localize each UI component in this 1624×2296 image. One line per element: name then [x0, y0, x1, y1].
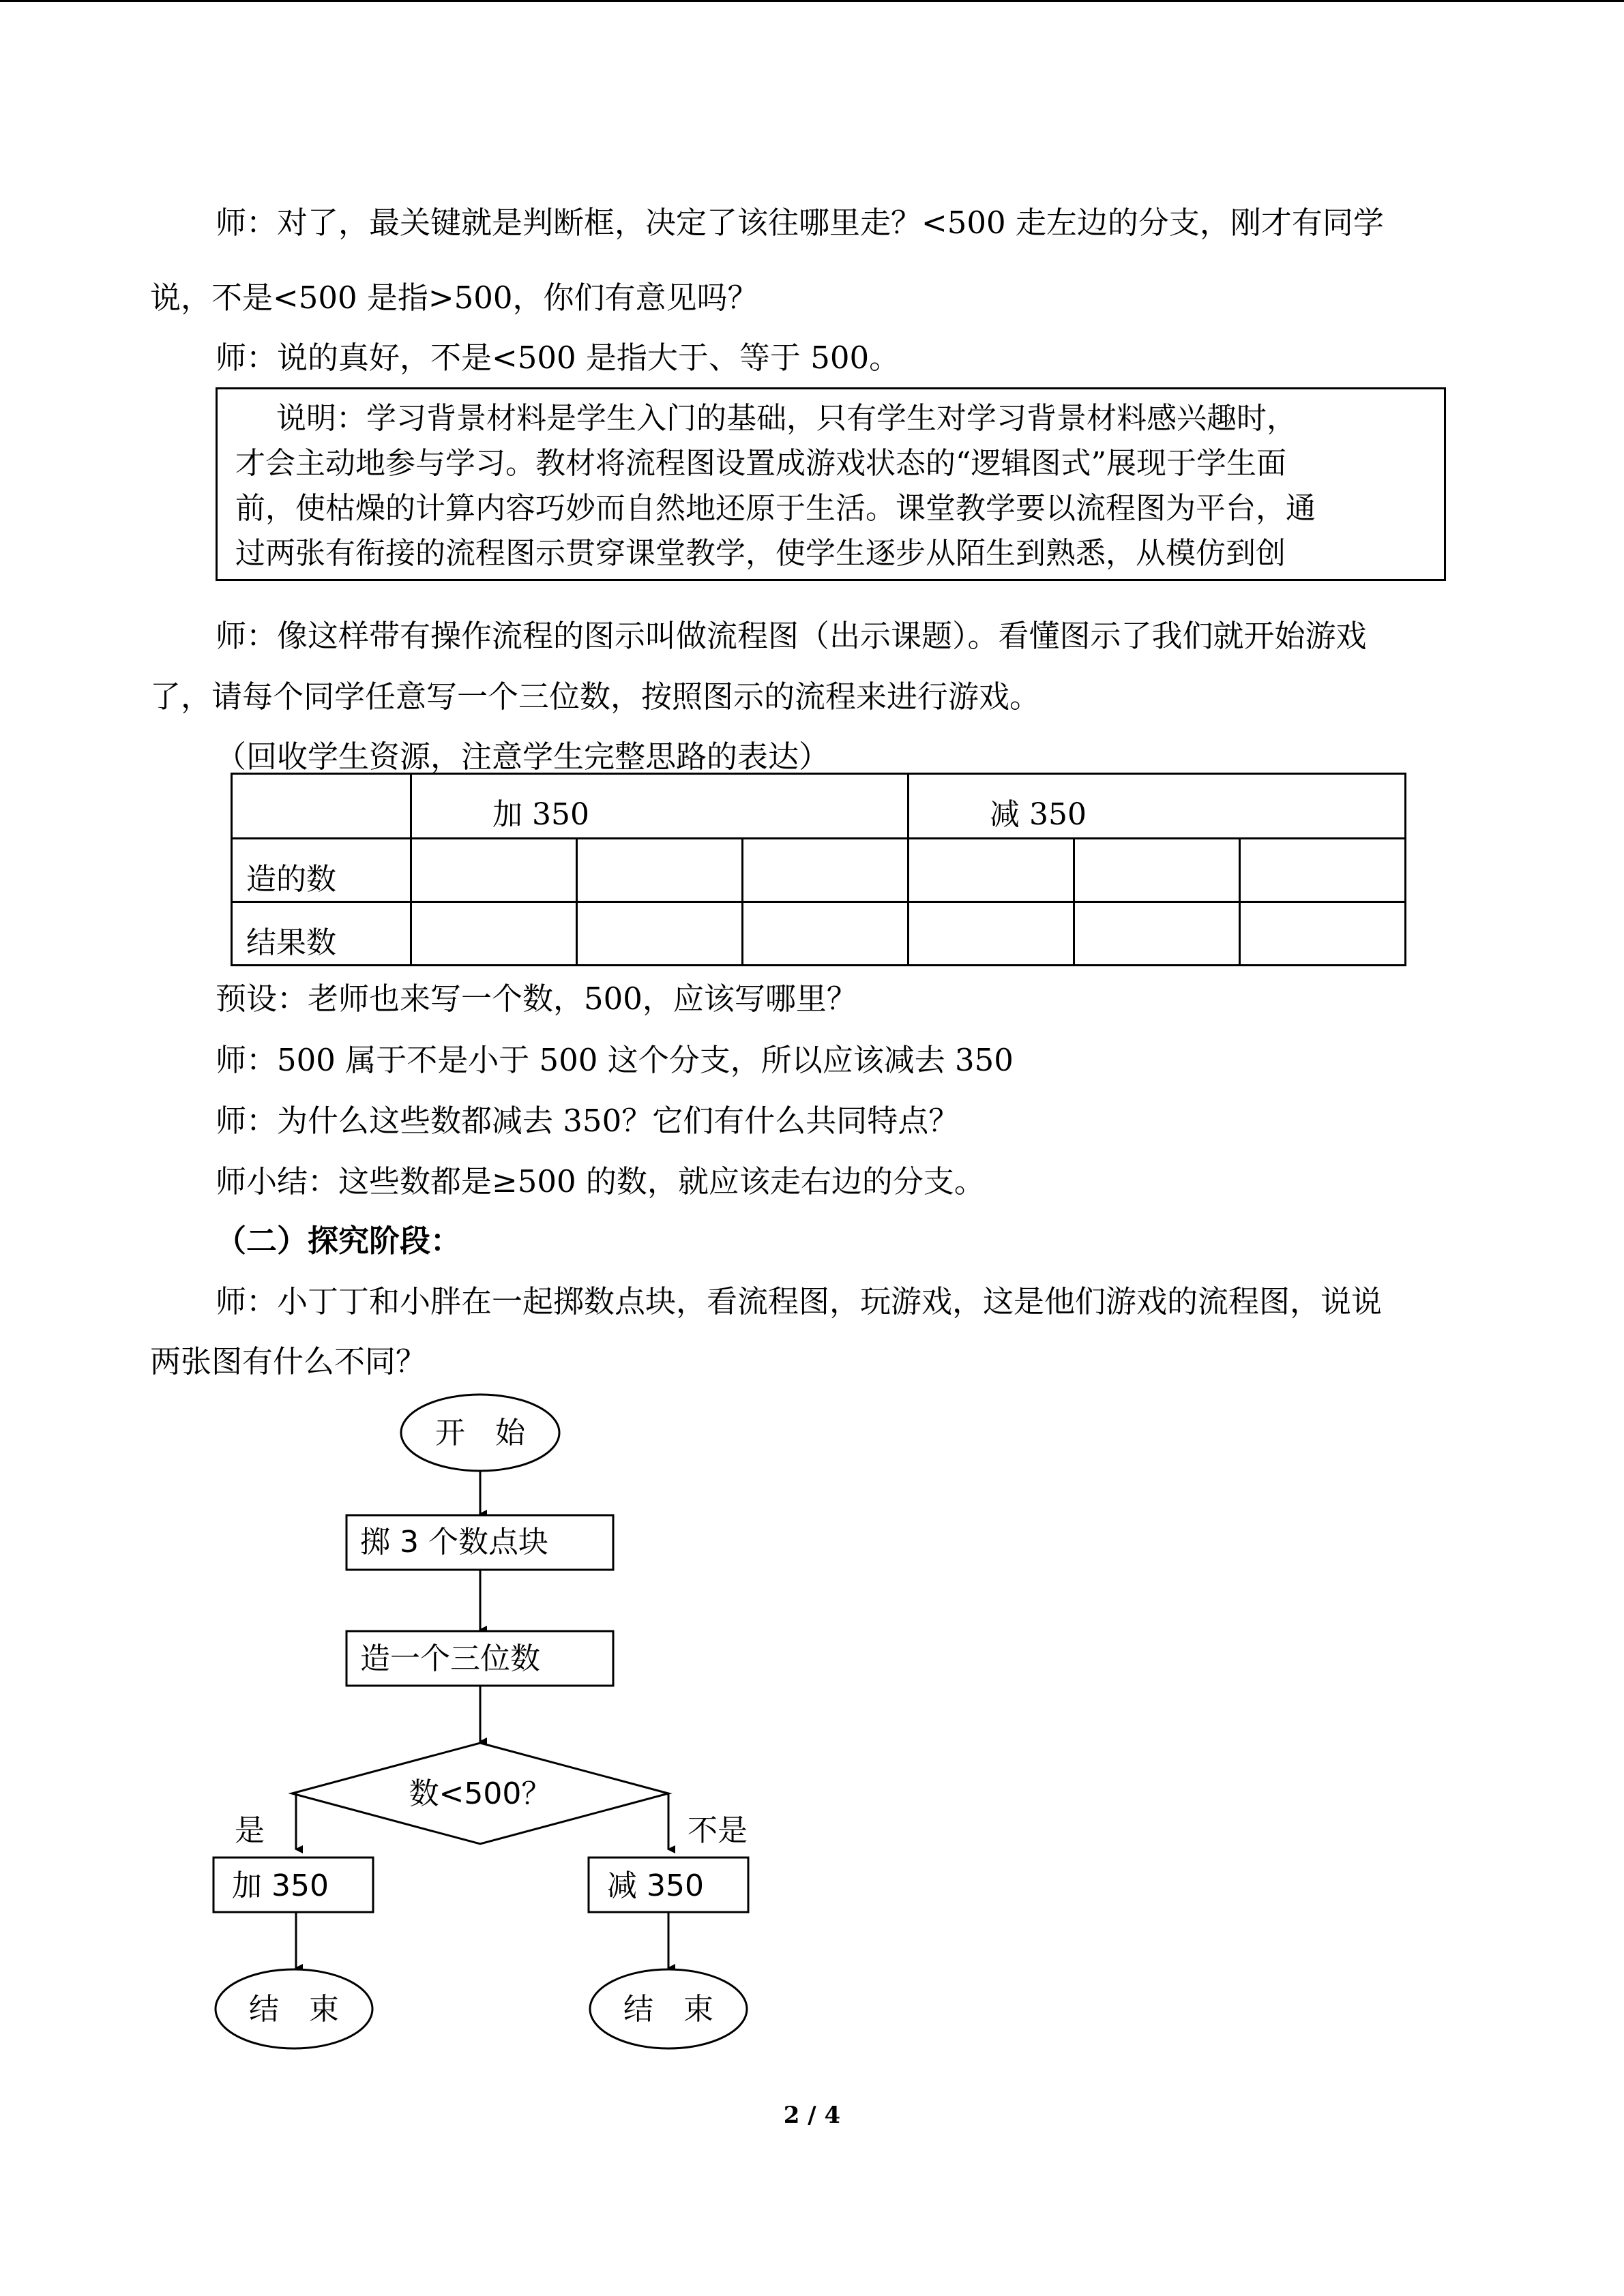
table-cell	[577, 839, 743, 902]
step-label: 造一个三位数	[360, 1641, 540, 1676]
action-label: 加 350	[232, 1868, 329, 1903]
start-label: 开 始	[435, 1416, 525, 1450]
table-header-subtract: 减 350	[909, 774, 1406, 839]
step-make-number	[346, 1631, 613, 1686]
decision-node	[292, 1743, 668, 1844]
table-cell	[909, 902, 1074, 966]
note-box	[216, 387, 1446, 581]
no-label: 不是	[688, 1813, 748, 1848]
table-row-label: 结果数	[232, 902, 411, 966]
paragraph-line: 师：说的真好，不是<500 是指大于、等于 500。	[216, 340, 900, 376]
note-line: 才会主动地参与学习。教材将流程图设置成游戏状态的“逻辑图式”展现于学生面	[235, 446, 1286, 481]
action-add	[213, 1858, 373, 1912]
end-label: 结 束	[249, 1992, 339, 2027]
paragraph-line: 师：500 属于不是小于 500 这个分支，所以应该减去 350	[216, 1042, 1014, 1078]
paragraph-line: 了，请每个同学任意写一个三位数，按照图示的流程来进行游戏。	[150, 679, 1041, 715]
note-line: 前，使枯燥的计算内容巧妙而自然地还原于生活。课堂教学要以流程图为平台，通	[235, 491, 1316, 526]
table-cell	[411, 902, 577, 966]
table-row-label: 造的数	[232, 839, 411, 902]
start-node	[401, 1395, 559, 1471]
step-label: 掷 3 个数点块	[360, 1525, 548, 1560]
note-line: 过两张有衔接的流程图示贯穿课堂教学，使学生逐步从陌生到熟悉，从模仿到创	[235, 536, 1286, 571]
action-label: 减 350	[607, 1868, 704, 1903]
table-cell	[232, 774, 411, 839]
table-cell	[411, 839, 577, 902]
page-number: 2 / 4	[783, 2102, 841, 2129]
table-row	[232, 774, 1406, 839]
table-cell	[1240, 902, 1406, 966]
end-node-right	[590, 1969, 747, 2048]
end-node-left	[216, 1969, 372, 2048]
table-cell	[1074, 902, 1240, 966]
table-cell	[743, 902, 909, 966]
step-roll-dice	[346, 1515, 613, 1570]
decision-label: 数<500？	[409, 1776, 552, 1811]
note-line: 说明：学习背景材料是学生入门的基础，只有学生对学习背景材料感兴趣时，	[276, 401, 1297, 436]
table-cell	[1074, 839, 1240, 902]
paragraph-line: 师：对了，最关键就是判断框，决定了该往哪里走？<500 走左边的分支，刚才有同学	[216, 205, 1384, 241]
table-row	[232, 839, 1406, 902]
flowchart	[205, 1384, 805, 2066]
paragraph-line: 两张图有什么不同？	[150, 1343, 427, 1380]
table-cell	[1240, 839, 1406, 902]
table-cell	[909, 839, 1074, 902]
paragraph-line: 师：小丁丁和小胖在一起掷数点块，看流程图，玩游戏，这是他们游戏的流程图，说说	[216, 1283, 1383, 1320]
end-label: 结 束	[623, 1992, 713, 2027]
paragraph-line: 预设：老师也来写一个数，500，应该写哪里？	[216, 981, 857, 1017]
flow-arrow	[292, 1793, 296, 1849]
paragraph-line: 师小结：这些数都是≥500 的数，就应该走右边的分支。	[216, 1163, 985, 1199]
table-row	[232, 902, 1406, 966]
paragraph-line: （回收学生资源，注意学生完整思路的表达）	[216, 739, 830, 775]
section-heading: （二）探究阶段：	[216, 1223, 462, 1259]
paragraph-line: 说，不是<500 是指>500，你们有意见吗？	[150, 280, 758, 316]
table-header-add: 加 350	[411, 774, 909, 839]
yes-label: 是	[235, 1813, 265, 1848]
action-subtract	[589, 1858, 748, 1912]
page-top-border	[0, 0, 1624, 2]
paragraph-line: 师：为什么这些数都减去 350？它们有什么共同特点？	[216, 1103, 960, 1139]
table-cell	[577, 902, 743, 966]
paragraph-line: 师：像这样带有操作流程的图示叫做流程图（出示课题）。看懂图示了我们就开始游戏	[216, 618, 1367, 654]
results-table	[231, 773, 1406, 966]
table-cell	[743, 839, 909, 902]
